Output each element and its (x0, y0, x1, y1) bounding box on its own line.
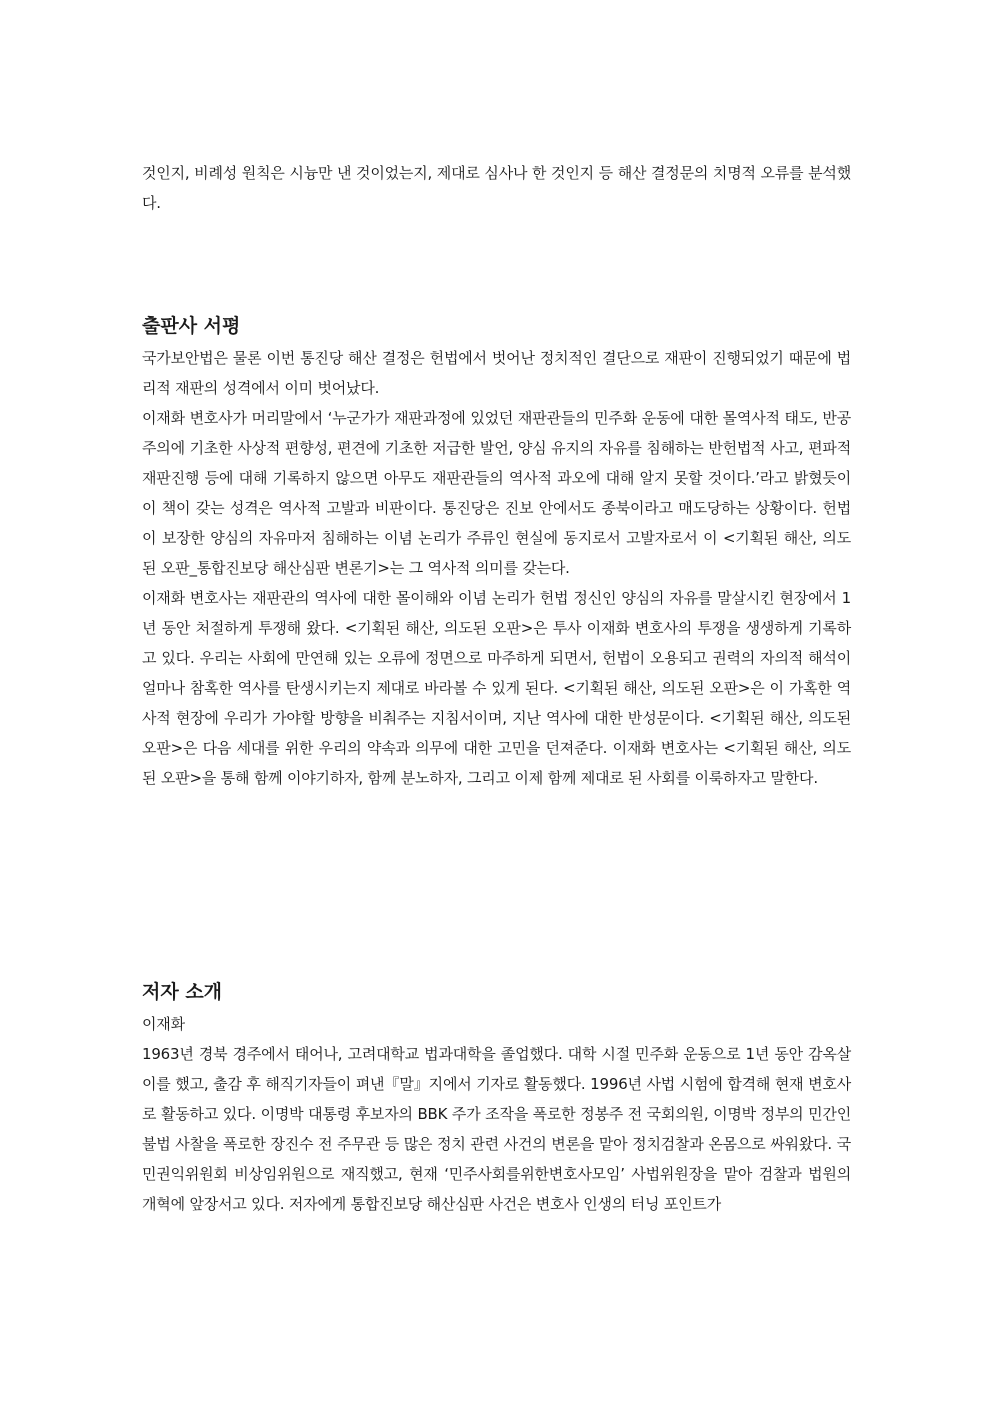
publisher-review-paragraph-3: 이재화 변호사는 재판관의 역사에 대한 몰이해와 이념 논리가 헌법 정신인 양심의 자유를 말살시킨 현장에서 1년 동안 처절하게 투쟁해 왔다. <기획된 해산, 의도된 오판>은 투사 이재화 변호사의 투쟁을 생생하게 기록하고 있다. 우리는 사회에 만연해 있는 오류에 정면으로 마주하게 되면서, 헌법이 오용되고 권력의 자의적 해석이 얼마나 참혹한 역사를 탄생시키는지 제대로 바라볼 수 있게 된다. <기획된 해산, 의도된 오판>은 이 가혹한 역사적 현장에 우리가 가야할 방향을 비춰주는 지침서이며, 지난 역사에 대한 반성문이다. <기획된 해산, 의도된 오판>은 다음 세대를 위한 우리의 약속과 의무에 대한 고민을 던져준다. 이재화 변호사는 <기획된 해산, 의도된 오판>을 통해 함께 이야기하자, 함께 분노하자, 그리고 이제 함께 제대로 된 사회를 이룩하자고 말한다. (142, 589, 851, 787)
publisher-review-paragraph-2: 이재화 변호사가 머리말에서 ‘누군가가 재판과정에 있었던 재판관들의 민주화 운동에 대한 몰역사적 태도, 반공주의에 기초한 사상적 편향성, 편견에 기초한 저급한 발언, 양심 유지의 자유를 침해하는 반헌법적 사고, 편파적 재판진행 등에 대해 기록하지 않으면 아무도 재판관들의 역사적 과오에 대해 알지 못할 것이다.’라고 밝혔듯이 이 책이 갖는 성격은 역사적 고발과 비판이다. 통진당은 진보 안에서도 종북이라고 매도당하는 상황이다. 헌법이 보장한 양심의 자유마저 침해하는 이념 논리가 주류인 현실에 동지로서 고발자로서 이 <기획된 해산, 의도된 오판_통합진보당 해산심판 변론기>는 그 역사적 의미를 갖는다. (142, 409, 851, 577)
author-bio-paragraph: 1963년 경북 경주에서 태어나, 고려대학교 법과대학을 졸업했다. 대학 시절 민주화 운동으로 1년 동안 감옥살이를 했고, 출감 후 해직기자들이 펴낸『말』지에서 기자로 활동했다. 1996년 사법 시험에 합격해 현재 변호사로 활동하고 있다. 이명박 대통령 후보자의 BBK 주가 조작을 폭로한 정봉주 전 국회의원, 이명박 정부의 민간인 불법 사찰을 폭로한 장진수 전 주무관 등 많은 정치 관련 사건의 변론을 맡아 정치검찰과 온몸으로 싸워왔다. 국민권익위원회 비상임위원으로 재직했고, 현재 ‘민주사회를위한변호사모임’ 사법위원장을 맡아 검찰과 법원의 개혁에 앞장서고 있다. 저자에게 통합진보당 해산심판 사건은 변호사 인생의 터닝 포인트가 (142, 1045, 851, 1213)
author-intro-heading: 저자 소개 (142, 981, 223, 1003)
publisher-review-heading: 출판사 서평 (142, 315, 241, 337)
intro-continuation-paragraph: 것인지, 비례성 원칙은 시늉만 낸 것이었는지, 제대로 심사나 한 것인지 등 해산 결정문의 치명적 오류를 분석했다. (142, 164, 851, 212)
author-name: 이재화 (142, 1015, 185, 1033)
author-intro-section (142, 977, 851, 1219)
publisher-review-section (142, 311, 851, 793)
publisher-review-paragraph-1: 국가보안법은 물론 이번 통진당 해산 결정은 헌법에서 벗어난 정치적인 결단으로 재판이 진행되었기 때문에 법리적 재판의 성격에서 이미 벗어났다. (142, 349, 851, 397)
intro-section (142, 158, 851, 218)
